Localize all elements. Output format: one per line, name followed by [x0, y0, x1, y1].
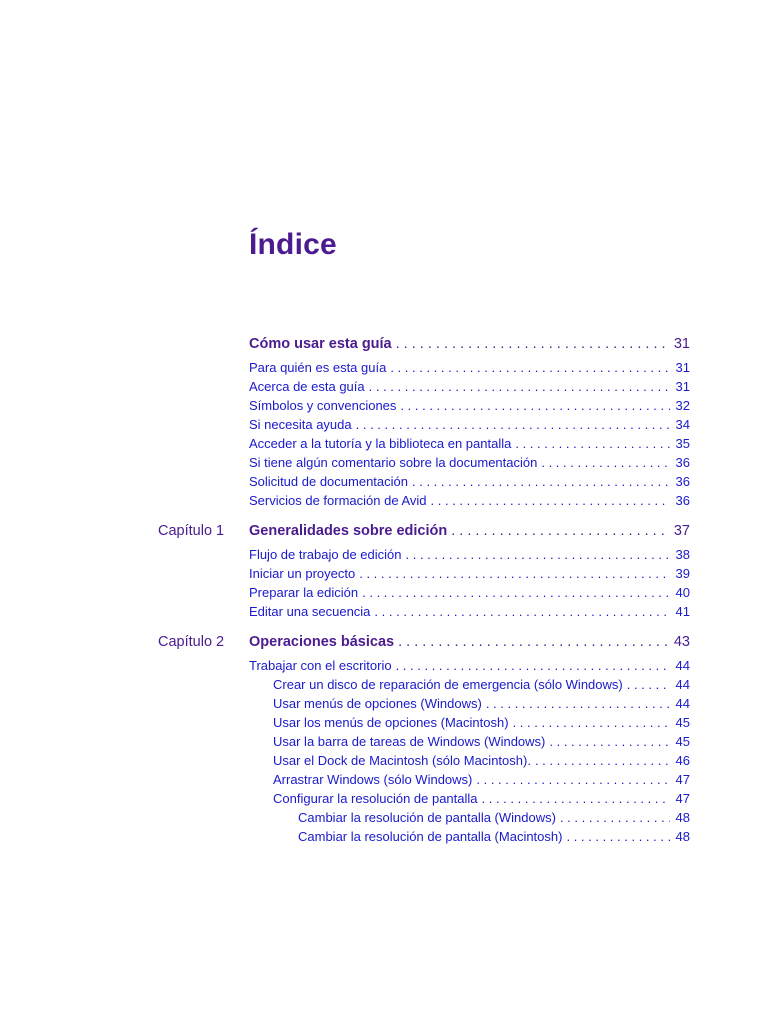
toc-entry-label: Para quién es esta guía [249, 360, 387, 375]
toc-entry[interactable] [249, 359, 690, 376]
dot-leader [515, 435, 670, 452]
toc-entry-label: Arrastrar Windows (sólo Windows) [273, 772, 473, 787]
toc-entry-label: Acerca de esta guía [249, 379, 365, 394]
toc-entry[interactable] [249, 565, 690, 582]
dot-leader [431, 492, 670, 509]
toc-heading-label: Generalidades sobre edición [249, 523, 448, 539]
toc-entry[interactable] [249, 584, 690, 601]
toc-entry[interactable] [298, 828, 690, 845]
toc-page-number: 36 [675, 474, 690, 489]
dot-leader [627, 676, 670, 693]
dot-leader [560, 809, 670, 826]
dot-leader [356, 416, 670, 433]
toc-entry[interactable] [273, 790, 690, 807]
toc-entry[interactable] [273, 752, 690, 769]
dot-leader [374, 603, 670, 620]
toc-page-number: 43 [673, 634, 690, 650]
toc-entry-label: Usar los menús de opciones (Macintosh) [273, 715, 509, 730]
toc-entry[interactable] [273, 695, 690, 712]
toc-entry-label: Si necesita ayuda [249, 417, 352, 432]
toc-entry[interactable] [273, 733, 690, 750]
toc-page-number: 48 [675, 829, 690, 844]
dot-leader [482, 790, 670, 807]
toc-entry[interactable] [249, 397, 690, 414]
toc-entry-label: Cambiar la resolución de pantalla (Windows) [298, 810, 556, 825]
toc-entry[interactable] [249, 378, 690, 395]
toc-page-number: 38 [675, 547, 690, 562]
toc-entry-label: Flujo de trabajo de edición [249, 547, 402, 562]
dot-leader [486, 695, 670, 712]
toc-entry-label: Iniciar un proyecto [249, 566, 356, 581]
dot-leader [362, 584, 670, 601]
toc-heading-label: Operaciones básicas [249, 634, 395, 650]
chapter-label: Capítulo 2 [158, 634, 225, 650]
toc-page-number: 45 [675, 734, 690, 749]
page-title: Índice [249, 228, 337, 261]
toc-entry-label: Servicios de formación de Avid [249, 493, 427, 508]
dot-leader [359, 565, 670, 582]
toc-page-number: 31 [675, 379, 690, 394]
toc-page-number: 47 [675, 791, 690, 806]
toc-entry-label: Usar la barra de tareas de Windows (Windows) [273, 734, 546, 749]
toc-page-number: 31 [675, 360, 690, 375]
toc-entry-label: Símbolos y convenciones [249, 398, 397, 413]
toc-page-number: 31 [673, 336, 690, 352]
toc-entry-label: Cambiar la resolución de pantalla (Macintosh) [298, 829, 563, 844]
toc-entry-label: Configurar la resolución de pantalla [273, 791, 478, 806]
dot-leader [535, 752, 670, 769]
toc-page-number: 41 [675, 604, 690, 619]
toc-entry-label: Editar una secuencia [249, 604, 371, 619]
toc-entry[interactable] [273, 771, 690, 788]
toc-entry[interactable] [249, 416, 690, 433]
toc-page-number: 44 [675, 677, 690, 692]
toc-entry-label: Si tiene algún comentario sobre la documentación [249, 455, 538, 470]
dot-leader [541, 454, 670, 471]
dot-leader [566, 828, 670, 845]
toc-page-number: 35 [675, 436, 690, 451]
toc-page-number: 36 [675, 493, 690, 508]
dot-leader [549, 733, 670, 750]
dot-leader [369, 378, 670, 395]
chapter-label: Capítulo 1 [158, 523, 225, 539]
toc-page-number: 44 [675, 696, 690, 711]
toc-page-number: 36 [675, 455, 690, 470]
toc-entry[interactable] [249, 435, 690, 452]
toc-entry-label: Trabajar con el escritorio [249, 658, 392, 673]
dot-leader [513, 714, 670, 731]
toc-heading[interactable] [249, 633, 690, 652]
toc-entry-label: Usar menús de opciones (Windows) [273, 696, 482, 711]
toc-entry-label: Crear un disco de reparación de emergencia (sólo Windows) [273, 677, 623, 692]
toc-page-number: 47 [675, 772, 690, 787]
toc-entry[interactable] [249, 603, 690, 620]
dot-leader [406, 546, 671, 563]
dot-leader [396, 335, 670, 354]
toc-page-number: 34 [675, 417, 690, 432]
toc-entry-label: Acceder a la tutoría y la biblioteca en pantalla [249, 436, 512, 451]
toc-entry[interactable] [249, 492, 690, 509]
toc-page-number: 45 [675, 715, 690, 730]
toc-entry[interactable] [249, 454, 690, 471]
dot-leader [476, 771, 670, 788]
toc-heading[interactable] [249, 335, 690, 354]
toc-page-number: 39 [675, 566, 690, 581]
toc-entry[interactable] [249, 546, 690, 563]
dot-leader [390, 359, 670, 376]
toc-entry-label: Solicitud de documentación [249, 474, 408, 489]
toc-entry[interactable] [273, 714, 690, 731]
toc-page-number: 40 [675, 585, 690, 600]
toc-entry[interactable] [249, 657, 690, 674]
toc-page-number: 46 [675, 753, 690, 768]
toc-heading[interactable] [249, 522, 690, 541]
toc-entry[interactable] [298, 809, 690, 826]
toc-page-number: 37 [673, 523, 690, 539]
dot-leader [396, 657, 670, 674]
toc-entry-label: Usar el Dock de Macintosh (sólo Macintosh). [273, 753, 531, 768]
toc-page-number: 48 [675, 810, 690, 825]
toc-entry-label: Preparar la edición [249, 585, 359, 600]
toc-entry[interactable] [249, 473, 690, 490]
dot-leader [412, 473, 670, 490]
dot-leader [398, 633, 670, 652]
dot-leader [451, 522, 670, 541]
toc-entry[interactable] [273, 676, 690, 693]
dot-leader [400, 397, 670, 414]
toc-page-number: 32 [675, 398, 690, 413]
toc-heading-label: Cómo usar esta guía [249, 336, 392, 352]
toc-page-number: 44 [675, 658, 690, 673]
